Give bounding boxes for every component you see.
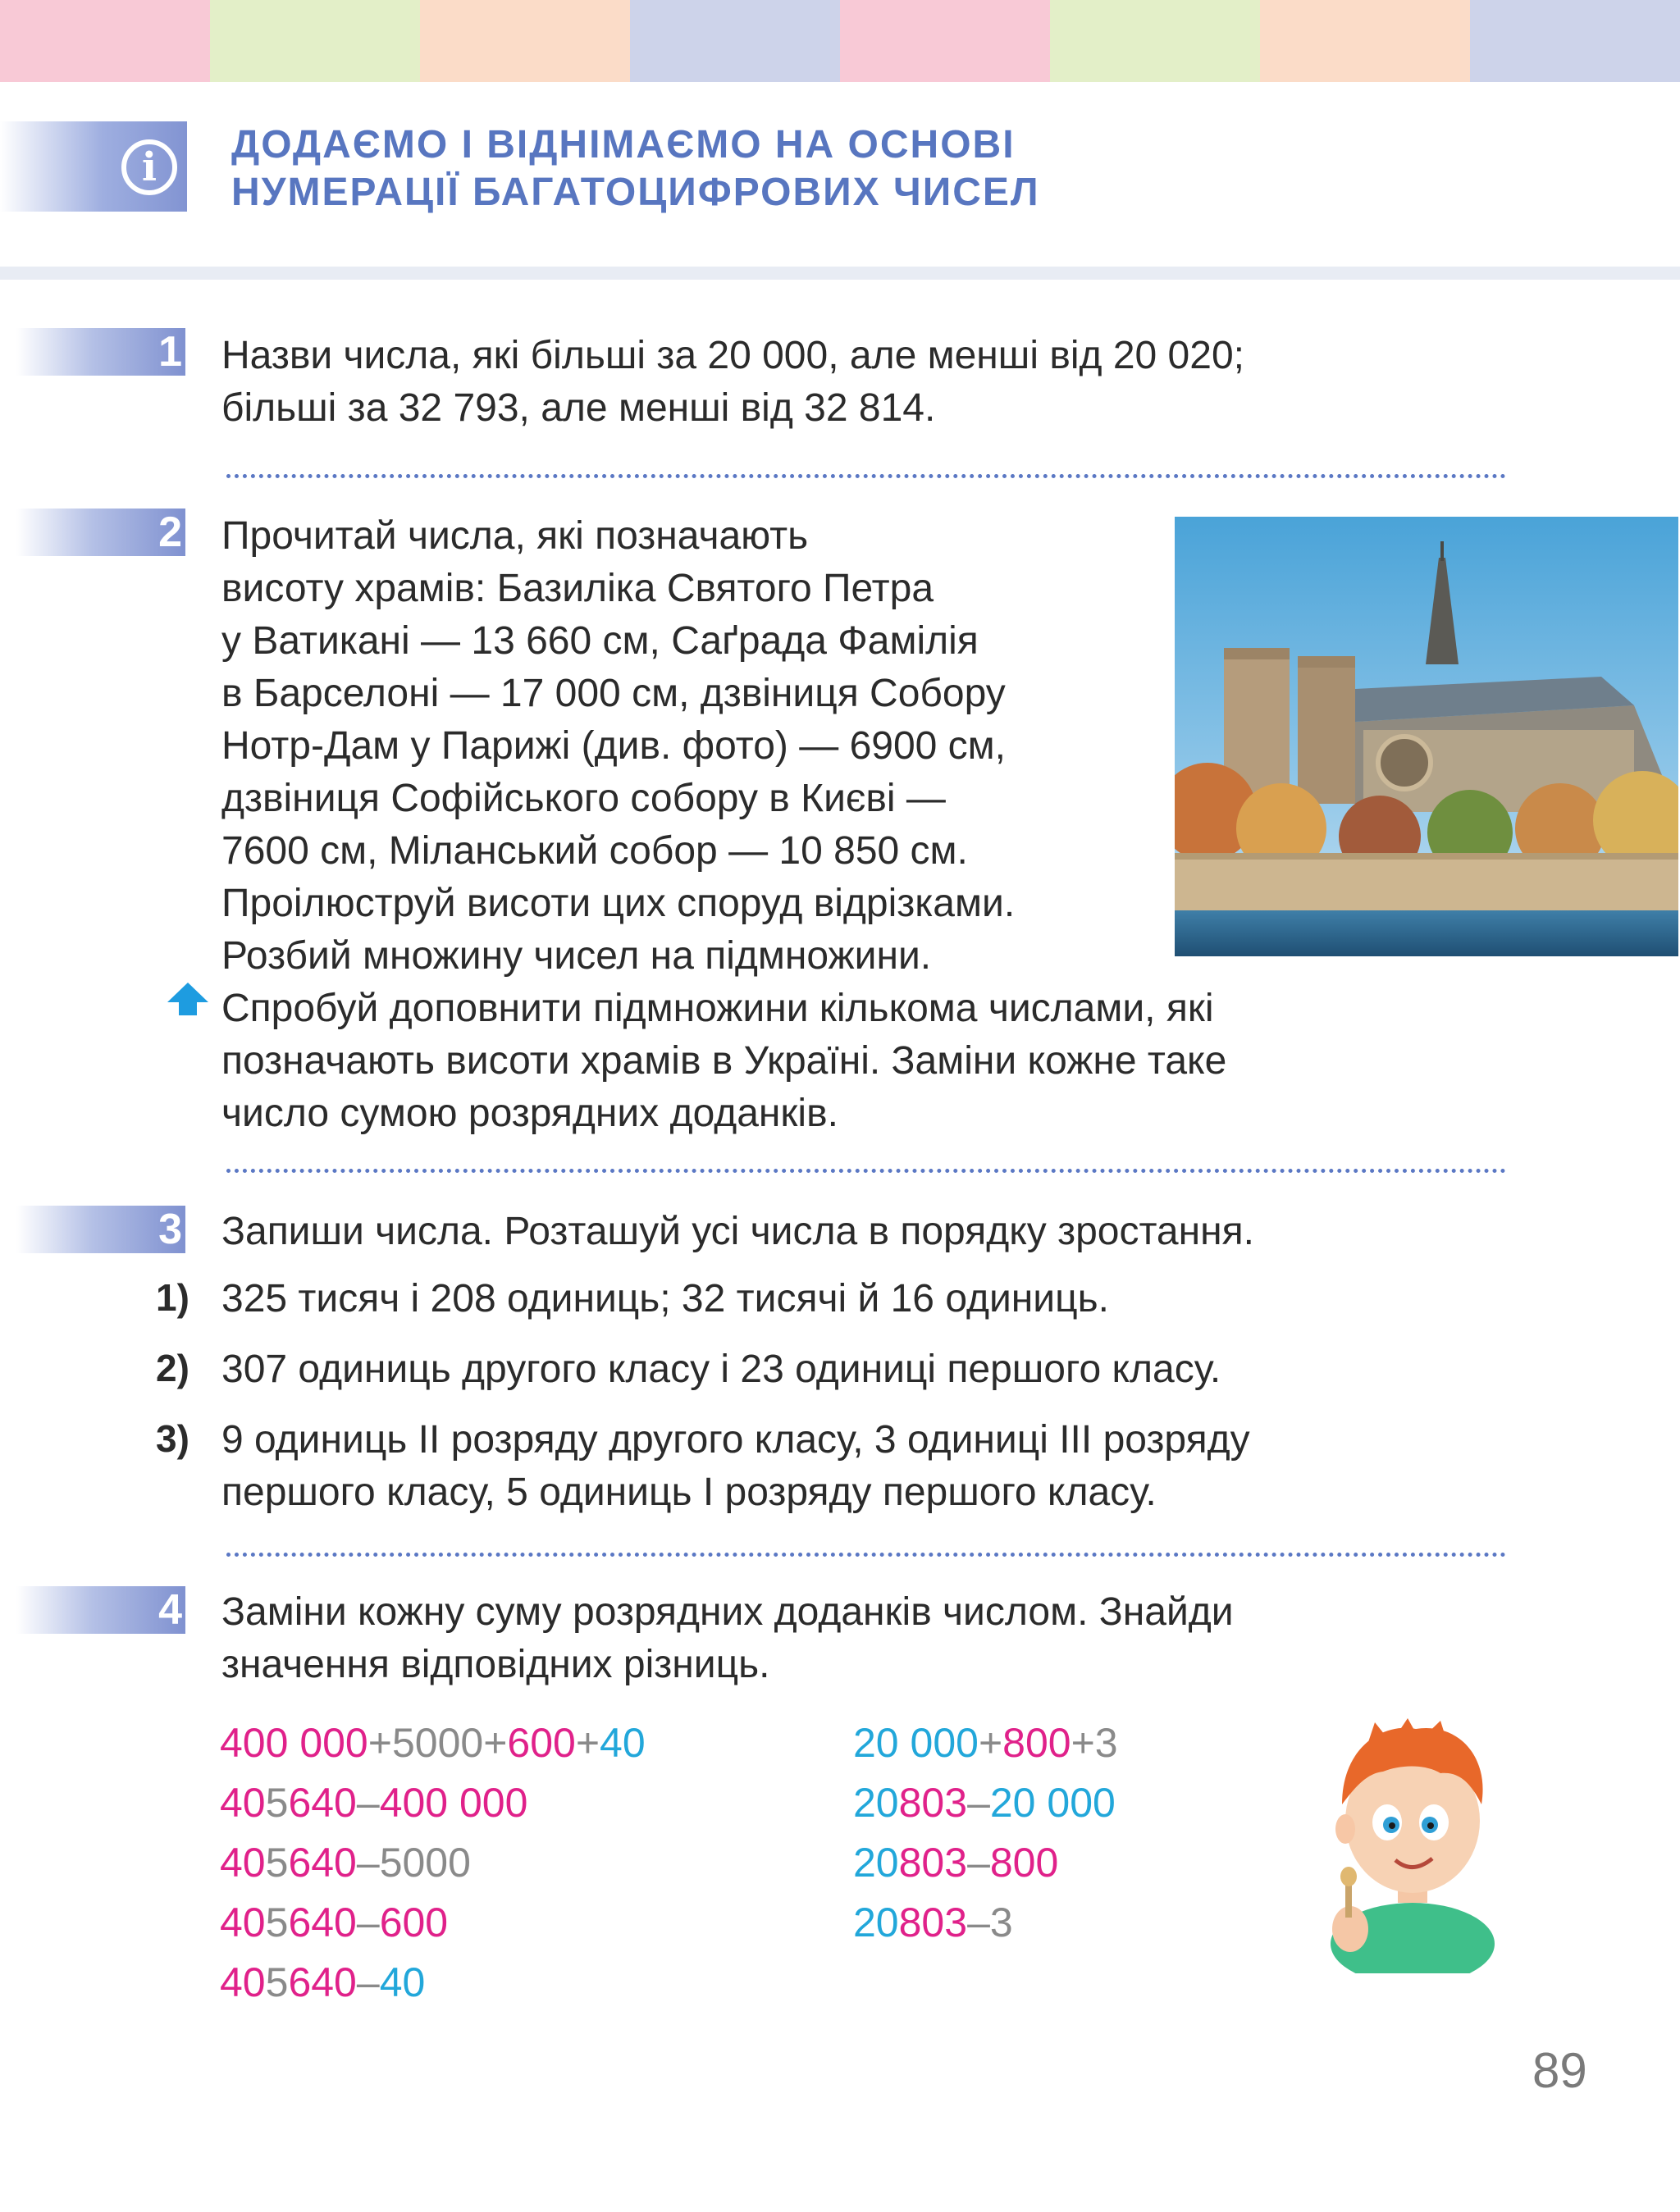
- stripe: [630, 0, 840, 82]
- page-title: [231, 121, 1040, 217]
- dotted-separator: [226, 1553, 1506, 1557]
- expression-difference: 20803–20 000: [853, 1780, 1116, 1826]
- task-2-text: [221, 510, 1173, 983]
- stripe: [0, 0, 210, 82]
- task-3-item-3: [221, 1414, 1250, 1519]
- task-1-text: [221, 330, 1244, 435]
- expression-difference: 20803–800: [853, 1840, 1059, 1886]
- stripe: [210, 0, 420, 82]
- task-2-extra-text: [221, 983, 1226, 1140]
- expression-difference: 20803–3: [853, 1900, 1013, 1945]
- task-2-extra-line: позначають висоти храмів в Україні. Заміни кожне таке: [221, 1039, 1227, 1083]
- expression-difference: 405640–40: [220, 1959, 426, 2005]
- task-4-line: значення відповідних різниць.: [221, 1643, 770, 1686]
- stripe: [1260, 0, 1470, 82]
- expression-sum: 20 000+800+3: [853, 1720, 1118, 1766]
- task-2-line: Прочитай числа, які позначають: [221, 514, 809, 558]
- stripe: [420, 0, 630, 82]
- task-3-item-3-line: першого класу, 5 одиниць I розряду першого класу.: [221, 1471, 1157, 1514]
- stripe: [840, 0, 1050, 82]
- expression-difference: 405640–600: [220, 1900, 449, 1945]
- title-line-2: НУМЕРАЦІЇ БАГАТОЦИФРОВИХ ЧИСЕЛ: [231, 171, 1040, 214]
- upgrade-arrow-icon: [166, 981, 210, 1017]
- task-2-line: Розбий множину чисел на підмножини.: [221, 934, 932, 978]
- expression-sum: 400 000+5000+600+40: [220, 1720, 646, 1766]
- top-color-stripes: [0, 0, 1680, 82]
- task-2-extra-line: число сумою розрядних доданків.: [221, 1092, 838, 1135]
- task-2-extra-line: Спробуй доповнити підмножини кількома числами, які: [221, 987, 1214, 1030]
- info-icon: i: [121, 139, 177, 195]
- task-2-line: висоту храмів: Базиліка Святого Петра: [221, 567, 934, 610]
- stripe: [1470, 0, 1680, 82]
- task-4-text: [221, 1586, 1234, 1691]
- task-1-number: 1: [158, 328, 182, 376]
- task-2-line: у Ватикані — 13 660 см, Саґрада Фамілія: [221, 619, 979, 663]
- notre-dame-photo: [1175, 517, 1678, 956]
- task-3-item-2: 307 одиниць другого класу і 23 одиниці першого класу.: [221, 1348, 1221, 1391]
- stripe: [1050, 0, 1260, 82]
- item-label: 3): [156, 1417, 189, 1460]
- item-label: 2): [156, 1347, 189, 1389]
- task-4-number: 4: [158, 1586, 182, 1634]
- task-2-number: 2: [158, 509, 182, 556]
- task-3-intro: Запиши числа. Розташуй усі числа в порядку зростання.: [221, 1210, 1254, 1253]
- page-number: 89: [1532, 2043, 1587, 2098]
- title-divider: [0, 267, 1680, 280]
- task-1-line: більші за 32 793, але менші від 32 814.: [221, 386, 936, 430]
- dotted-separator: [226, 1169, 1506, 1173]
- task-2-line: Нотр-Дам у Парижі (див. фото) — 6900 см,: [221, 724, 1007, 768]
- task-2-line: Проілюструй висоти цих споруд відрізками.: [221, 882, 1016, 925]
- expression-difference: 405640–400 000: [220, 1780, 528, 1826]
- boy-illustration: [1317, 1714, 1508, 1973]
- task-2-line: дзвіниця Софійського собору в Києві —: [221, 777, 946, 820]
- task-3-item-3-line: 9 одиниць II розряду другого класу, 3 одиниці III розряду: [221, 1418, 1250, 1462]
- task-4-line: Заміни кожну суму розрядних доданків числом. Знайди: [221, 1590, 1234, 1634]
- task-1-line: Назви числа, які більші за 20 000, але менші від 20 020;: [221, 334, 1244, 377]
- item-label: 1): [156, 1276, 189, 1319]
- expression-difference: 405640–5000: [220, 1840, 471, 1886]
- task-3-item-1: 325 тисяч і 208 одиниць; 32 тисячі й 16 одиниць.: [221, 1277, 1109, 1320]
- task-2-line: в Барселоні — 17 000 см, дзвіниця Собору: [221, 672, 1006, 715]
- task-3-number: 3: [158, 1206, 182, 1253]
- task-2-line: 7600 см, Міланський собор — 10 850 см.: [221, 829, 968, 873]
- dotted-separator: [226, 474, 1506, 478]
- title-line-1: ДОДАЄМО І ВІДНІМАЄМО НА ОСНОВІ: [231, 123, 1016, 166]
